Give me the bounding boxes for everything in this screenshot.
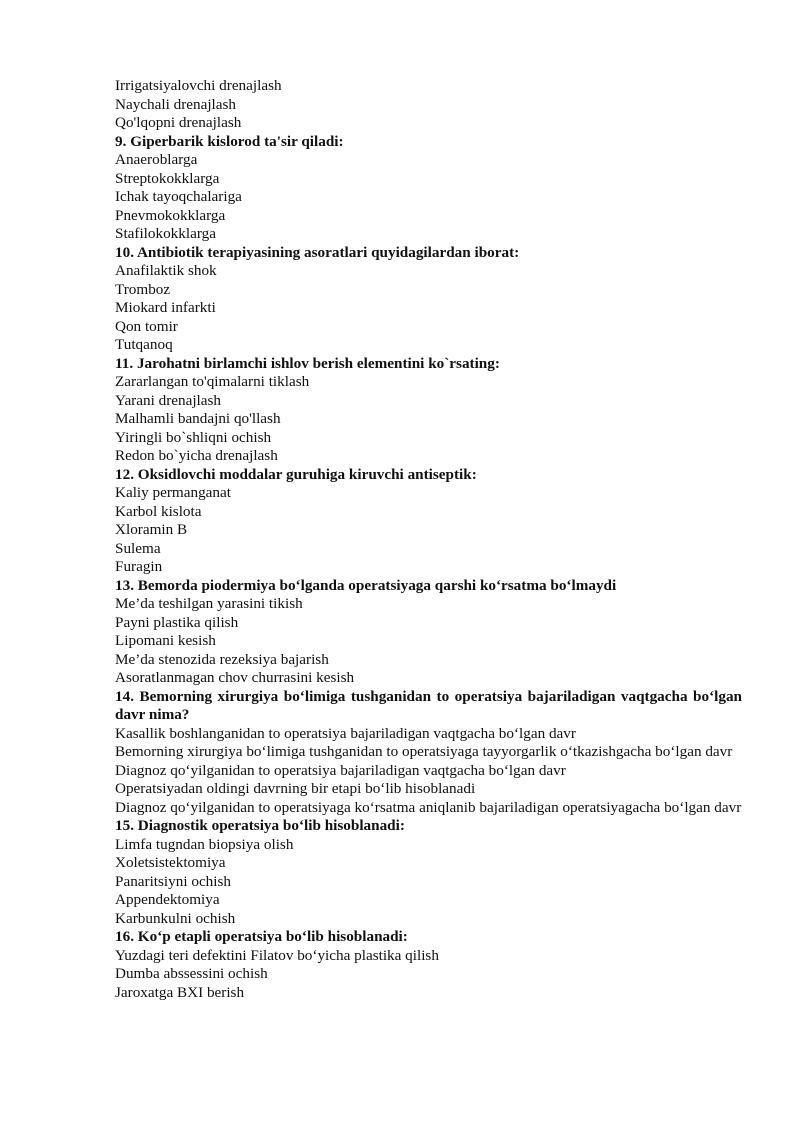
- answer-option: Bemorning xirurgiya bo‘limiga tushganidan to operatsiyaga tayyorgarlik o‘tkazishgacha bo‘lgan davr: [115, 743, 733, 760]
- question-title: 12. Oksidlovchi moddalar guruhiga kiruvchi antiseptik:: [115, 465, 477, 483]
- answer-option: Furagin: [115, 558, 163, 575]
- question-title: 10. Antibiotik terapiyasining asoratlari quyidagilardan iborat:: [115, 243, 520, 261]
- document-page: [115, 77, 742, 1002]
- answer-option: Stafilokokklarga: [115, 225, 216, 242]
- answer-option: Limfa tugndan biopsiya olish: [115, 835, 294, 853]
- answer-option: Tutqanoq: [115, 336, 173, 353]
- answer-option: Ichak tayoqchalariga: [115, 188, 242, 205]
- answer-option: Yiringli bo`shliqni ochish: [115, 428, 272, 446]
- answer-option: Qo'lqopni drenajlash: [115, 114, 242, 131]
- answer-option: Jaroxatga BXI berish: [115, 983, 245, 1001]
- answer-option: Yarani drenajlash: [115, 391, 222, 409]
- answer-option: Me’da stenozida rezeksiya bajarish: [115, 650, 329, 668]
- answer-option: Malhamli bandajni qo'llash: [115, 410, 281, 427]
- answer-option: Payni plastika qilish: [115, 613, 239, 631]
- answer-option: Pnevmokokklarga: [115, 206, 226, 224]
- answer-option: Me’da teshilgan yarasini tikish: [115, 595, 303, 612]
- question-title: 13. Bemorda piodermiya bo‘lganda operatsiyaga qarshi ko‘rsatma bo‘lmaydi: [115, 576, 617, 594]
- answer-option: Diagnoz qo‘yilganidan to operatsiyaga ko‘rsatma aniqlanib bajariladigan operatsiyagacha bo‘lgan davr: [115, 798, 742, 816]
- question-title: 14. Bemorning xirurgiya bo‘limiga tushganidan to operatsiya bajariladigan vaqtgacha bo‘lgan davr nima?: [115, 687, 742, 723]
- answer-option: Xloramin B: [115, 521, 188, 538]
- answer-option: Karbunkulni ochish: [115, 909, 236, 927]
- answer-option: Diagnoz qo‘yilganidan to operatsiya bajariladigan vaqtgacha bo‘lgan davr: [115, 761, 566, 779]
- answer-option: Kaliy permanganat: [115, 484, 231, 501]
- answer-option: Miokard infarkti: [115, 299, 216, 316]
- answer-option: Zararlangan to'qimalarni tiklash: [115, 373, 310, 390]
- answer-option: Streptokokklarga: [115, 169, 220, 187]
- answer-option: Dumba abssessini ochish: [115, 965, 268, 982]
- answer-option: Asoratlanmagan chov churrasini kesish: [115, 669, 355, 686]
- answer-option: Naychali drenajlash: [115, 95, 237, 113]
- answer-option: Lipomani kesish: [115, 632, 216, 649]
- question-title: 9. Giperbarik kislorod ta'sir qiladi:: [115, 132, 344, 150]
- answer-option: Irrigatsiyalovchi drenajlash: [115, 77, 282, 94]
- answer-option: Xoletsistektomiya: [115, 854, 226, 871]
- answer-option: Sulema: [115, 539, 161, 557]
- answer-option: Redon bo`yicha drenajlash: [115, 447, 278, 464]
- answer-option: Qon tomir: [115, 317, 178, 335]
- answer-option: Operatsiyadan oldingi davrning bir etapi bo‘lib hisoblanadi: [115, 780, 476, 797]
- question-title: 11. Jarohatni birlamchi ishlov berish elementini ko`rsating:: [115, 354, 500, 372]
- answer-option: Anafilaktik shok: [115, 262, 217, 279]
- answer-option: Karbol kislota: [115, 502, 202, 520]
- answer-option: Anaeroblarga: [115, 151, 198, 168]
- answer-option: Tromboz: [115, 280, 171, 298]
- answer-option: Panaritsiyni ochish: [115, 872, 232, 890]
- answer-option: Yuzdagi teri defektini Filatov bo‘yicha plastika qilish: [115, 946, 439, 964]
- answer-option: Appendektomiya: [115, 891, 220, 908]
- question-title: 16. Ko‘p etapli operatsiya bo‘lib hisoblanadi:: [115, 928, 408, 945]
- question-title: 15. Diagnostik operatsiya bo‘lib hisoblanadi:: [115, 817, 405, 834]
- answer-option: Kasallik boshlanganidan to operatsiya bajariladigan vaqtgacha bo‘lgan davr: [115, 724, 576, 742]
